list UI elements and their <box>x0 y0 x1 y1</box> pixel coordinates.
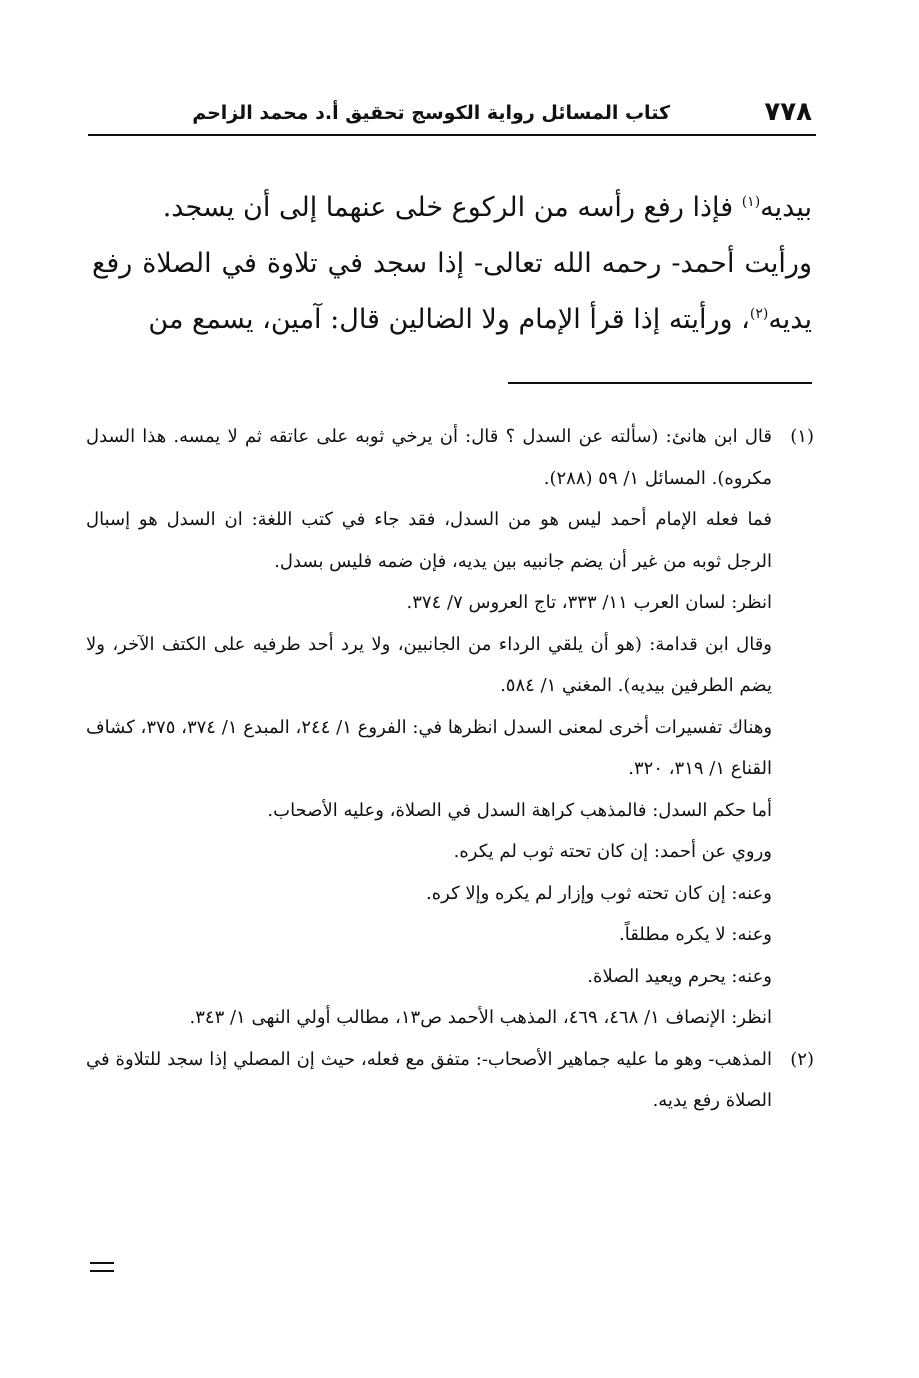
footnote-marker: (٢) <box>790 1048 814 1070</box>
footnote-paragraph: فما فعله الإمام أحمد ليس هو من السدل، فقد جاء في كتب اللغة: ان السدل هو إسبال الرجل ثوبه من غير أن يضم جانبيه بين يديه، فإن ضمه فليس بسدل. <box>86 509 772 572</box>
footnote-paragraph: وعنه: يحرم ويعيد الصلاة. <box>587 965 772 987</box>
continuation-mark <box>90 1262 114 1272</box>
footnote-paragraph: وعنه: إن كان تحته ثوب وإزار لم يكره وإلا كره. <box>426 882 772 904</box>
main-paragraph <box>92 180 812 236</box>
footnote-paragraph: انظر: لسان العرب ١١/ ٣٣٣، تاج العروس ٧/ ٣٧٤. <box>406 592 772 613</box>
main-text-segment: ، ورأيته إذا قرأ الإمام ولا الضالين قال: آمين، يسمع من <box>148 304 750 335</box>
header-rule <box>88 134 816 136</box>
footnote-1 <box>86 416 814 1039</box>
footnote-text: المذهب- وهو ما عليه جماهير الأصحاب-: متفق مع فعله، حيث إن المصلي إذا سجد للتلاوة في الصلاة رفع يديه. <box>86 1048 772 1111</box>
running-title: كتاب المسائل رواية الكوسج تحقيق أ.د محمد الزاحم <box>192 102 670 124</box>
main-text-segment: فإذا رفع رأسه من الركوع خلى عنهما إلى أن يسجد. <box>162 192 742 223</box>
footnote-paragraph: وهناك تفسيرات أخرى لمعنى السدل انظرها في: الفروع ١/ ٢٤٤، المبدع ١/ ٣٧٤، ٣٧٥، كشاف القناع ١/ ٣١٩، ٣٢٠. <box>86 716 773 779</box>
page-header <box>88 96 816 132</box>
footnote-2 <box>86 1039 814 1122</box>
footnotes <box>86 416 814 1122</box>
main-text <box>92 180 812 348</box>
main-text-segment: ورأيت أحمد- رحمه الله تعالى- إذا سجد في تلاوة في الصلاة رفع يديه <box>92 248 812 335</box>
footnote-paragraph: وروي عن أحمد: إن كان تحته ثوب لم يكره. <box>453 841 772 862</box>
footnote-paragraph: انظر: الإنصاف ١/ ٤٦٨، ٤٦٩، المذهب الأحمد ص١٣، مطالب أولي النهى ١/ ٣٤٣. <box>189 1007 772 1028</box>
footnote-paragraph: أما حكم السدل: فالمذهب كراهة السدل في الصلاة، وعليه الأصحاب. <box>267 799 772 821</box>
footnote-marker: (١) <box>790 426 814 447</box>
footnote-paragraph <box>86 1039 814 1122</box>
footnote-paragraph <box>86 416 814 499</box>
main-text-segment: بيديه <box>760 192 812 223</box>
footnote-reference: (١) <box>741 194 761 210</box>
main-paragraph <box>92 236 812 348</box>
footnote-separator <box>508 382 812 384</box>
footnote-paragraph: وعنه: لا يكره مطلقاً. <box>619 924 772 945</box>
page-number: ٧٧٨ <box>764 97 812 127</box>
footnote-text: قال ابن هانئ: (سألته عن السدل ؟ قال: أن يرخي ثوبه على عاتقه ثم لا يمسه. هذا السدل مكروه). المسائل ١/ ٥٩ (٢٨٨). <box>86 426 772 489</box>
footnote-paragraph: وقال ابن قدامة: (هو أن يلقي الرداء من الجانبين، ولا يرد أحد طرفيه على الكتف الآخر، ولا يضم الطرفين بيديه). المغني ١/ ٥٨٤. <box>86 633 772 696</box>
footnote-reference: (٢) <box>749 306 769 322</box>
